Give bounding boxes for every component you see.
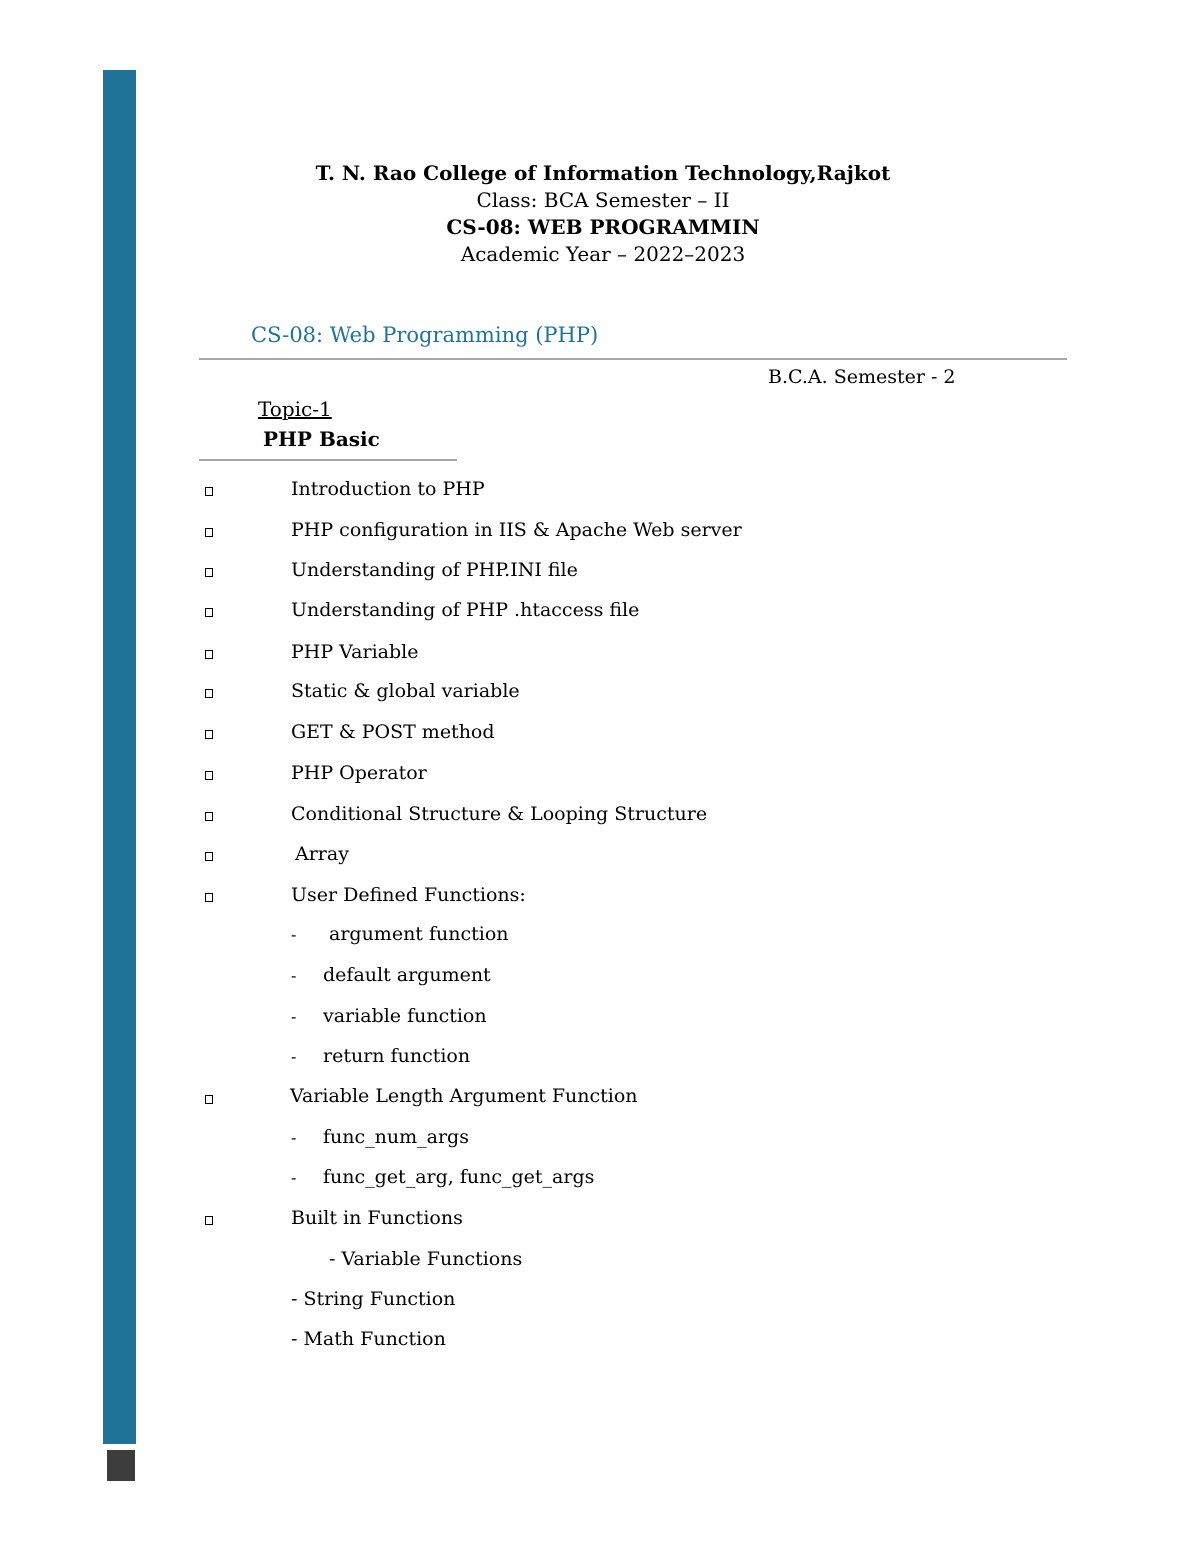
square-bullet-icon bbox=[205, 650, 213, 659]
square-bullet-icon bbox=[205, 689, 213, 698]
square-bullet-icon bbox=[205, 608, 213, 617]
list-item: Introduction to PHP bbox=[291, 478, 485, 500]
list-item: Built in Functions bbox=[291, 1207, 463, 1229]
square-bullet-icon bbox=[205, 568, 213, 577]
sidebar-dark-block bbox=[107, 1450, 135, 1481]
list-item: Understanding of PHP.INI file bbox=[291, 559, 578, 581]
list-subitem: - String Function bbox=[291, 1288, 456, 1310]
dash-marker: - bbox=[291, 1007, 297, 1026]
list-subitem: variable function bbox=[323, 1005, 487, 1027]
topic-label: Topic-1 bbox=[258, 397, 332, 421]
list-item: Static & global variable bbox=[291, 680, 520, 702]
dash-marker: - bbox=[291, 966, 297, 985]
list-item: User Defined Functions: bbox=[291, 884, 526, 906]
square-bullet-icon bbox=[205, 771, 213, 780]
title-divider bbox=[199, 358, 1067, 360]
list-item: PHP configuration in IIS & Apache Web server bbox=[291, 519, 742, 541]
topic-name: PHP Basic bbox=[263, 427, 380, 451]
topic-divider bbox=[199, 459, 457, 461]
list-subitem: argument function bbox=[329, 923, 509, 945]
square-bullet-icon bbox=[205, 730, 213, 739]
document-header bbox=[300, 160, 906, 268]
list-subitem: func_num_args bbox=[323, 1126, 469, 1148]
list-item: PHP Variable bbox=[291, 641, 419, 663]
dash-marker: - bbox=[291, 1168, 297, 1187]
list-subitem: - Math Function bbox=[291, 1328, 446, 1350]
dash-marker: - bbox=[291, 925, 297, 944]
square-bullet-icon bbox=[205, 893, 213, 902]
square-bullet-icon bbox=[205, 852, 213, 861]
list-item: Understanding of PHP .htaccess file bbox=[291, 599, 640, 621]
list-subitem: return function bbox=[323, 1045, 471, 1067]
document-title: CS-08: Web Programming (PHP) bbox=[251, 323, 599, 347]
list-subitem: - Variable Functions bbox=[329, 1248, 523, 1270]
list-subitem: func_get_arg, func_get_args bbox=[323, 1166, 595, 1188]
list-subitem: default argument bbox=[323, 964, 491, 986]
square-bullet-icon bbox=[205, 528, 213, 537]
list-item: Array bbox=[295, 843, 349, 865]
list-item: Variable Length Argument Function bbox=[290, 1085, 638, 1107]
semester-label: B.C.A. Semester - 2 bbox=[768, 366, 956, 388]
list-item: Conditional Structure & Looping Structure bbox=[291, 803, 708, 825]
list-item: PHP Operator bbox=[291, 762, 427, 784]
college-name: T. N. Rao College of Information Technology,Rajkot bbox=[315, 161, 891, 185]
academic-year-line: Academic Year – 2022–2023 bbox=[460, 242, 746, 266]
dash-marker: - bbox=[291, 1128, 297, 1147]
square-bullet-icon bbox=[205, 487, 213, 496]
square-bullet-icon bbox=[205, 1095, 213, 1104]
square-bullet-icon bbox=[205, 1216, 213, 1225]
class-line: Class: BCA Semester – II bbox=[476, 188, 730, 212]
course-line: CS-08: WEB PROGRAMMIN bbox=[446, 215, 760, 239]
sidebar-accent-bar bbox=[103, 70, 136, 1444]
dash-marker: - bbox=[291, 1047, 297, 1066]
list-item: GET & POST method bbox=[291, 721, 495, 743]
square-bullet-icon bbox=[205, 812, 213, 821]
